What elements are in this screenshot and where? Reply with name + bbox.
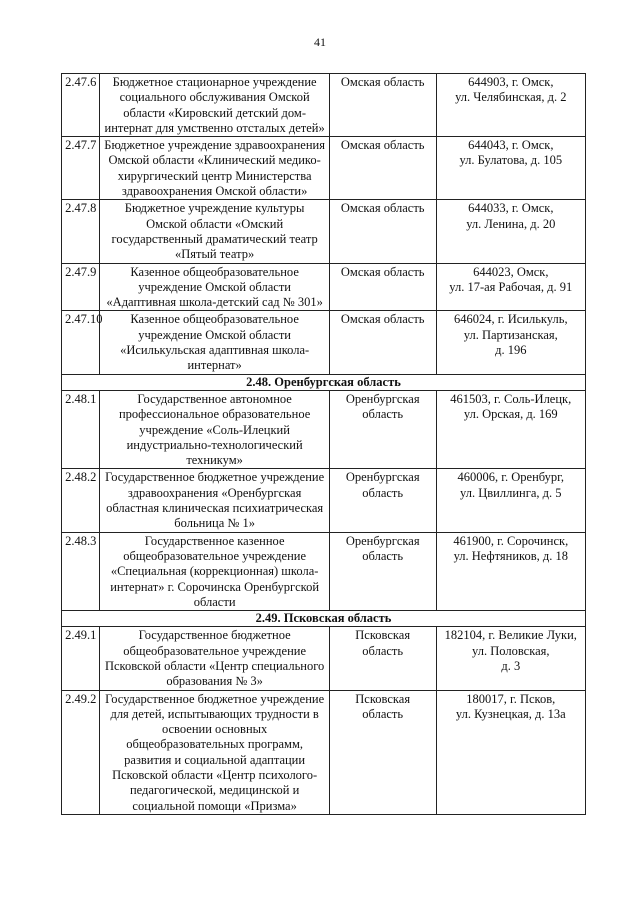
organization-cell: Бюджетное учреждение культуры Омской области «Омский государственный драматический театр «Пятый театр» (100, 200, 329, 263)
region-cell: Омская область (329, 137, 436, 200)
section-header-row (62, 611, 586, 627)
table-row (62, 74, 586, 137)
organization-cell: Бюджетное стационарное учреждение социального обслуживания Омской области «Кировский детский дом-интернат для умственно отсталых детей» (100, 74, 329, 137)
address-cell: 644033, г. Омск, ул. Ленина, д. 20 (436, 200, 585, 263)
address-cell: 644023, Омск, ул. 17-ая Рабочая, д. 91 (436, 263, 585, 311)
page-number: 41 (314, 35, 326, 49)
row-number-cell: 2.47.9 (62, 263, 100, 311)
organization-cell: Государственное бюджетное общеобразовательное учреждение Псковской области «Центр специального образования № 3» (100, 627, 329, 690)
address-cell: 461503, г. Соль-Илецк, ул. Орская, д. 169 (436, 390, 585, 468)
row-number-cell: 2.47.7 (62, 137, 100, 200)
address-cell: 644903, г. Омск, ул. Челябинская, д. 2 (436, 74, 585, 137)
address-cell: 644043, г. Омск, ул. Булатова, д. 105 (436, 137, 585, 200)
row-number-cell: 2.49.1 (62, 627, 100, 690)
region-cell: Псковская область (329, 690, 436, 814)
row-number-cell: 2.47.8 (62, 200, 100, 263)
table-row (62, 627, 586, 690)
region-cell: Псковская область (329, 627, 436, 690)
table-row (62, 263, 586, 311)
region-cell: Омская область (329, 200, 436, 263)
section-header-row (62, 374, 586, 390)
address-cell: 180017, г. Псков, ул. Кузнецкая, д. 13а (436, 690, 585, 814)
organization-cell: Государственное бюджетное учреждение для детей, испытывающих трудности в освоении основных общеобразовательных программ, развития и социальной адаптации Псковской области «Центр психолого-педагогической, медицинской и социальной помощи «Призма» (100, 690, 329, 814)
table-row (62, 390, 586, 468)
row-number-cell: 2.48.2 (62, 469, 100, 532)
region-cell: Омская область (329, 263, 436, 311)
institutions-table (61, 73, 586, 815)
address-cell: 461900, г. Сорочинск, ул. Нефтяников, д. 18 (436, 532, 585, 610)
organization-cell: Государственное бюджетное учреждение здравоохранения «Оренбургская областная клиническая психиатрическая больница № 1» (100, 469, 329, 532)
organization-cell: Бюджетное учреждение здравоохранения Омской области «Клинический медико-хирургический центр Министерства здравоохранения Омской области» (100, 137, 329, 200)
row-number-cell: 2.49.2 (62, 690, 100, 814)
table-row (62, 690, 586, 814)
table-row (62, 469, 586, 532)
region-cell: Омская область (329, 74, 436, 137)
row-number-cell: 2.48.3 (62, 532, 100, 610)
address-cell: 460006, г. Оренбург, ул. Цвиллинга, д. 5 (436, 469, 585, 532)
organization-cell: Государственное казенное общеобразовательное учреждение «Специальная (коррекционная) школа-интернат» г. Сорочинска Оренбургской области (100, 532, 329, 610)
region-cell: Омская область (329, 311, 436, 374)
section-title: 2.49. Псковская область (62, 611, 586, 627)
address-cell: 182104, г. Великие Луки, ул. Половская, д. 3 (436, 627, 585, 690)
section-title: 2.48. Оренбургская область (62, 374, 586, 390)
organization-cell: Казенное общеобразовательное учреждение Омской области «Адаптивная школа-детский сад № 301» (100, 263, 329, 311)
region-cell: Оренбургская область (329, 390, 436, 468)
organization-cell: Государственное автономное профессиональное образовательное учреждение «Соль-Илецкий индустриально-технологический техникум» (100, 390, 329, 468)
region-cell: Оренбургская область (329, 469, 436, 532)
table-row (62, 137, 586, 200)
region-cell: Оренбургская область (329, 532, 436, 610)
table-row (62, 532, 586, 610)
row-number-cell: 2.47.6 (62, 74, 100, 137)
table-row (62, 311, 586, 374)
organization-cell: Казенное общеобразовательное учреждение Омской области «Исилькульская адаптивная школа-интернат» (100, 311, 329, 374)
table-row (62, 200, 586, 263)
row-number-cell: 2.48.1 (62, 390, 100, 468)
row-number-cell: 2.47.10 (62, 311, 100, 374)
address-cell: 646024, г. Исилькуль, ул. Партизанская, д. 196 (436, 311, 585, 374)
